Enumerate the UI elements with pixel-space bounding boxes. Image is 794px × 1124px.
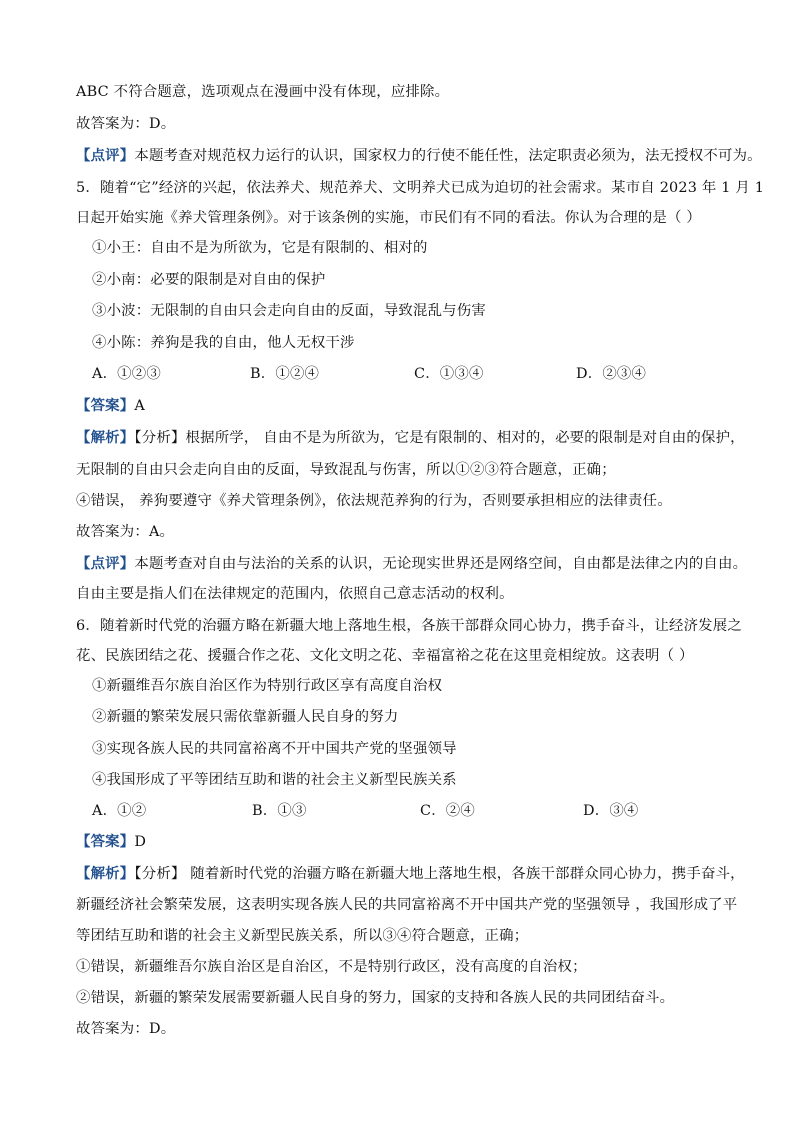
q5-analysis-line-3: ④错误， 养狗要遵守《养犬管理条例》，依法规范养狗的行为，否则要承担相应的法律责任。 [76,493,672,509]
q6-analysis-line-5: ②错误，新疆的繁荣发展需要新疆人民自身的努力，国家的支持和各族人民的共同团结奋斗。 [76,990,675,1006]
q5-analysis-line-1 [76,428,745,448]
q5-option-c: C．①③④ [414,366,484,382]
q6-option-b: B．①③ [252,803,307,819]
q5-statement-3: ③小波：无限制的自由只会走向自由的反面，导致混乱与伤害 [92,303,486,319]
q6-options [92,801,639,821]
answer-tag: 【答案】 [76,397,135,414]
q5-analysis-line-2: 无限制的自由只会走向自由的反面，导致混乱与伤害，所以①②③符合题意，正确； [76,462,616,478]
comment-tag: 【点评】 [76,555,135,572]
q5-answer-line: 故答案为：A。 [76,524,175,540]
q5-statement-2: ②小南：必要的限制是对自由的保护 [92,272,326,288]
prev-analysis-tail: ABC 不符合题意，选项观点在漫画中没有体现，应排除。 [76,84,450,100]
comment-text: 本题考查对自由与法治的关系的认识，无论现实世界还是网络空间，自由都是法律之内的自由。 [134,556,748,572]
q6-statement-3: ③实现各族人民的共同富裕离不开中国共产党的坚强领导 [92,741,457,757]
answer-value: A [134,398,145,414]
comment-text: 本题考查对规范权力运行的认识，国家权力的行使不能任性，法定职责必须为，法无授权不可为。 [134,148,762,164]
q5-stem-line-2: 日起开始实施《养犬管理条例》。对于该条例的实施，市民们有不同的看法。你认为合理的是（ ） [76,210,701,226]
q5-statement-1: ①小王：自由不是为所欲为，它是有限制的、相对的 [92,240,428,256]
q6-option-c: C．②④ [420,803,475,819]
q5-option-b: B．①②④ [250,366,320,382]
q5-option-d: D．②③④ [576,366,647,382]
q5-comment-line-2: 自由主要是指人们在法律规定的范围内，依照自己意志活动的权利。 [76,586,514,602]
q6-analysis-line-2: 新疆经济社会繁荣发展，这表明实现各族人民的共同富裕离不开中国共产党的坚强领导 ，我国形成了平 [76,897,738,913]
answer-value: D [134,834,147,850]
answer-tag: 【答案】 [76,833,135,850]
comment-tag: 【点评】 [76,147,135,164]
q5-answer [76,396,145,416]
q6-answer [76,832,146,852]
q6-statement-1: ①新疆维吾尔族自治区作为特别行政区享有高度自治权 [92,678,443,694]
analysis-tag: 【解析】 [76,865,135,882]
q6-analysis-line-1 [76,864,745,884]
q6-stem-line-1: 6．随着新时代党的治疆方略在新疆大地上落地生根，各族干部群众同心协力，携手奋斗，让经济发展之 [76,618,742,634]
q5-comment-line-1 [76,554,747,574]
q5-statement-4: ④小陈：养狗是我的自由，他人无权干涉 [92,335,355,351]
q5-options [92,364,646,384]
prev-answer-line: 故答案为：D。 [76,116,176,132]
q6-option-d: D．③④ [583,803,639,819]
q6-stem-line-2: 花、民族团结之花、援疆合作之花、文化文明之花、幸福富裕之花在这里竞相绽放。这表明（ ） [76,648,694,664]
q6-option-a: A．①② [92,803,147,819]
q6-analysis-line-3: 等团结互助和谐的社会主义新型民族关系，所以③④符合题意，正确； [76,928,529,944]
prev-comment [76,146,762,166]
q6-analysis-line-4: ①错误，新疆维吾尔族自治区是自治区，不是特别行政区，没有高度的自治权； [76,959,587,975]
analysis-tag: 【解析】 [76,429,135,446]
q6-statement-4: ④我国形成了平等团结互助和谐的社会主义新型民族关系 [92,772,457,788]
q6-answer-line: 故答案为：D。 [76,1021,176,1037]
analysis-text: 【分析】 随着新时代党的治疆方略在新疆大地上落地生根，各族干部群众同心协力，携手奋斗， [134,866,745,882]
q5-option-a: A．①②③ [92,366,161,382]
q6-statement-2: ②新疆的繁荣发展只需依靠新疆人民自身的努力 [92,709,399,725]
q5-stem-line-1: 5．随着“它”经济的兴起，依法养犬、规范养犬、文明养犬已成为迫切的社会需求。某市自 2023 年 1 月 1 [76,180,765,196]
analysis-text: 【分析】根据所学， 自由不是为所欲为，它是有限制的、相对的，必要的限制是对自由的保护， [134,430,745,446]
